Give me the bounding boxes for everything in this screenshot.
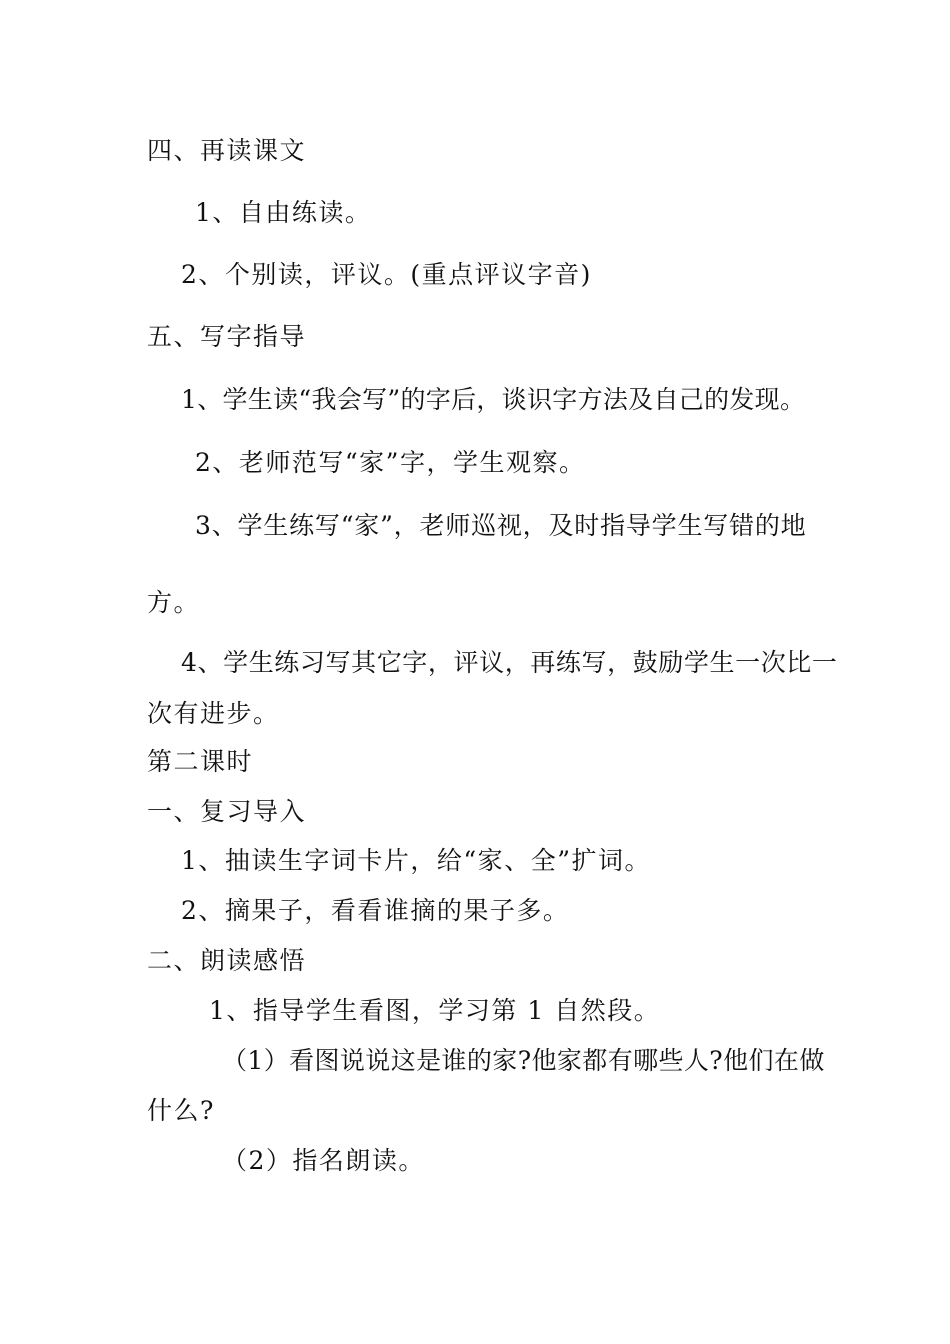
section-heading: 五、写字指导 [147,322,307,351]
paragraph: 1、指导学生看图，学习第 1 自然段。 [209,996,661,1025]
paragraph-continuation: 次有进步。 [147,699,280,728]
paragraph: 1、自由练读。 [195,198,372,227]
paragraph-continuation: 方。 [147,588,201,617]
paragraph: 2、老师范写“家”字，学生观察。 [195,448,586,477]
paragraph: 2、摘果子，看看谁摘的果子多。 [181,896,570,925]
paragraph: （1）看图说说这是谁的家?他家都有哪些人?他们在做 [222,1046,825,1075]
lesson-heading: 第二课时 [147,747,254,776]
paragraph: 4、学生练习写其它字，评议，再练写，鼓励学生一次比一 [181,648,838,677]
paragraph: 1、抽读生字词卡片，给“家、全”扩词。 [181,846,651,875]
paragraph: 2、个别读，评议。(重点评议字音) [181,260,592,289]
section-heading: 一、复习导入 [147,797,307,826]
paragraph: 3、学生练写“家”，老师巡视，及时指导学生写错的地 [195,511,807,540]
paragraph-continuation: 什么? [147,1096,215,1125]
section-heading: 二、朗读感悟 [147,946,307,975]
paragraph: （2）指名朗读。 [222,1146,425,1175]
paragraph: 1、学生读“我会写”的字后，谈识字方法及自己的发现。 [181,385,806,414]
section-heading: 四、再读课文 [147,136,307,165]
